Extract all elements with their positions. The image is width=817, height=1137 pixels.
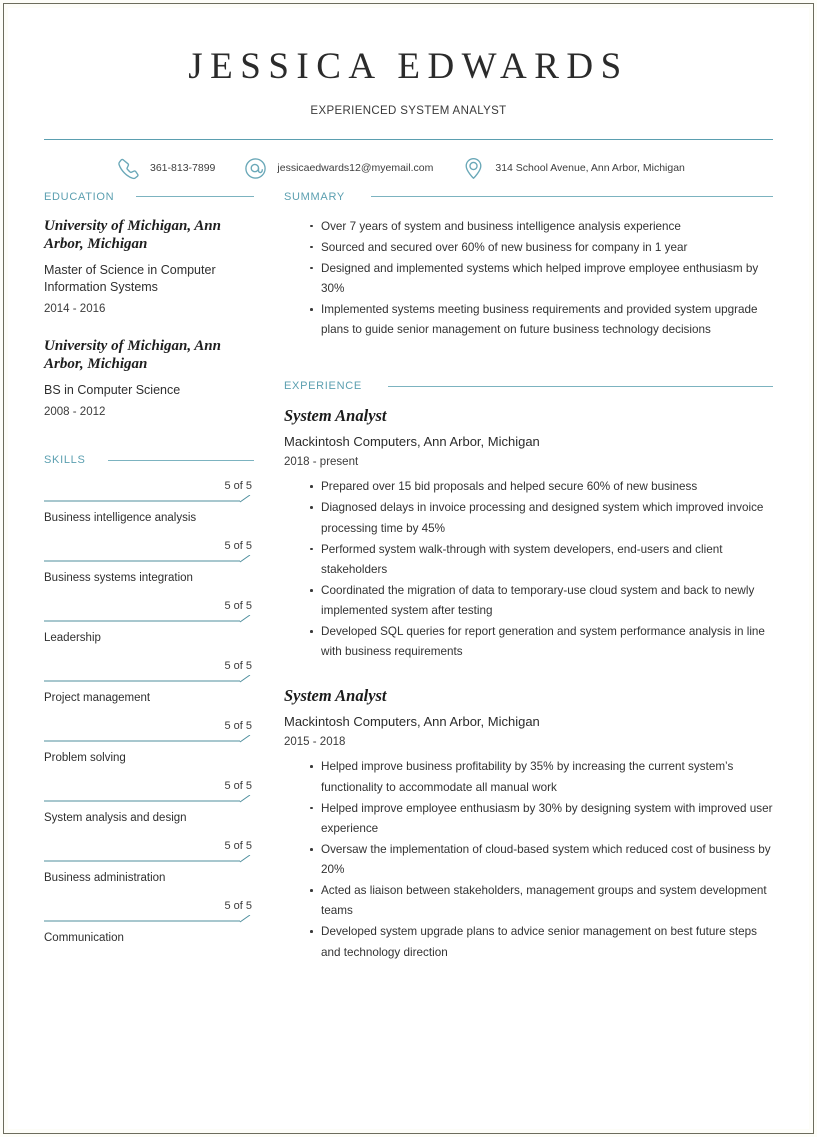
summary-label: SUMMARY	[284, 190, 345, 203]
left-column	[44, 191, 276, 961]
experience-role: System Analyst	[284, 686, 387, 706]
education-section-header	[44, 191, 254, 203]
education-entry	[44, 337, 254, 418]
skill-bar	[44, 795, 254, 805]
experience-bullet: Oversaw the implementation of cloud-based system which reduced cost of business by 20%	[310, 840, 773, 880]
experience-bullet: Acted as liaison between stakeholders, management groups and system development teams	[310, 881, 773, 921]
candidate-name: JESSICA EDWARDS	[188, 46, 629, 87]
contact-phone[interactable]	[116, 156, 215, 181]
skill-rating: 5 of 5	[224, 600, 252, 613]
experience-list	[284, 406, 773, 962]
page-inner	[8, 8, 809, 1129]
experience-role: System Analyst	[284, 406, 387, 426]
summary-list	[284, 217, 773, 341]
skill-name: Business systems integration	[44, 572, 193, 585]
experience-bullet: Helped improve employee enthusiasm by 30% by designing system with improved user experience	[310, 799, 773, 839]
summary-section-header	[284, 191, 773, 203]
right-column	[276, 191, 773, 987]
resume-sheet	[8, 8, 809, 1129]
skill-name: Business intelligence analysis	[44, 512, 197, 525]
skill-bar	[44, 615, 254, 625]
skill-bar-graphic	[44, 855, 252, 865]
education-dates: 2008 - 2012	[44, 406, 106, 419]
skill-item	[44, 480, 254, 528]
skill-bar-graphic	[44, 735, 252, 745]
skill-rating: 5 of 5	[224, 660, 252, 673]
experience-label: EXPERIENCE	[284, 380, 362, 393]
skill-name: Problem solving	[44, 752, 126, 765]
skill-item	[44, 780, 254, 828]
education-rule	[136, 196, 254, 197]
skill-bar-graphic	[44, 555, 252, 565]
experience-bullets	[284, 757, 773, 962]
contact-email[interactable]	[243, 156, 433, 181]
at-sign-icon	[243, 156, 268, 181]
skill-bar-graphic	[44, 495, 252, 505]
summary-bullet: Sourced and secured over 60% of new business for company in 1 year	[310, 238, 773, 258]
experience-bullet: Developed system upgrade plans to advice senior management on best future steps and technology direction	[310, 922, 773, 962]
skill-bar-graphic	[44, 615, 252, 625]
resume-header	[8, 8, 809, 117]
experience-rule	[388, 386, 773, 387]
experience-section	[284, 380, 773, 962]
summary-bullet: Over 7 years of system and business intelligence analysis experience	[310, 217, 773, 237]
experience-bullet: Prepared over 15 bid proposals and helped secure 60% of new business	[310, 477, 773, 497]
experience-dates: 2015 - 2018	[284, 736, 346, 749]
experience-company: Mackintosh Computers, Ann Arbor, Michigan	[284, 434, 540, 450]
skill-bar	[44, 855, 254, 865]
experience-bullet: Performed system walk-through with system developers, end-users and client stakeholders	[310, 540, 773, 580]
skill-rating: 5 of 5	[224, 840, 252, 853]
skill-bar	[44, 555, 254, 565]
candidate-job-title: EXPERIENCED SYSTEM ANALYST	[310, 104, 507, 117]
education-list	[44, 217, 254, 419]
skill-rating: 5 of 5	[224, 480, 252, 493]
education-school: University of Michigan, Ann Arbor, Michigan	[44, 337, 221, 373]
experience-dates: 2018 - present	[284, 456, 359, 469]
skill-bar	[44, 495, 254, 505]
skills-section-header	[44, 454, 254, 466]
skills-section	[44, 454, 254, 948]
skill-item	[44, 540, 254, 588]
contact-address	[461, 156, 685, 181]
summary-bullet: Designed and implemented systems which helped improve employee enthusiasm by 30%	[310, 259, 773, 299]
resume-body	[8, 191, 809, 987]
education-label: EDUCATION	[44, 190, 115, 203]
skill-name: Communication	[44, 932, 124, 945]
experience-section-header	[284, 380, 773, 392]
skill-item	[44, 720, 254, 768]
summary-bullet: Implemented systems meeting business requirements and provided system upgrade plans to guide senior management on future business technology decisions	[310, 300, 773, 340]
experience-bullets	[284, 477, 773, 662]
skills-label: SKILLS	[44, 454, 86, 467]
skills-rule	[108, 460, 254, 461]
contact-phone-text: 361-813-7899	[150, 162, 216, 175]
skill-name: Leadership	[44, 632, 101, 645]
contact-row	[116, 140, 809, 191]
experience-bullet: Developed SQL queries for report generation and system performance analysis in line with business requirements	[310, 622, 773, 662]
education-dates: 2014 - 2016	[44, 302, 106, 315]
contact-address-text: 314 School Avenue, Ann Arbor, Michigan	[495, 162, 685, 175]
skill-item	[44, 840, 254, 888]
skills-list	[44, 480, 254, 948]
summary-section	[284, 191, 773, 341]
experience-bullet: Diagnosed delays in invoice processing and designed system which improved invoice processing time by 45%	[310, 498, 773, 538]
skill-item	[44, 600, 254, 648]
skill-rating: 5 of 5	[224, 540, 252, 553]
education-degree: Master of Science in Computer Information Systems	[44, 263, 216, 295]
skill-rating: 5 of 5	[224, 780, 252, 793]
skill-bar-graphic	[44, 795, 252, 805]
education-degree: BS in Computer Science	[44, 383, 181, 398]
skill-name: System analysis and design	[44, 812, 187, 825]
skill-bar	[44, 915, 254, 925]
phone-icon	[116, 156, 141, 181]
skill-name: Project management	[44, 692, 151, 705]
map-pin-icon	[461, 156, 486, 181]
skill-bar-graphic	[44, 915, 252, 925]
skill-item	[44, 900, 254, 948]
experience-entry	[284, 686, 773, 962]
education-school: University of Michigan, Ann Arbor, Michigan	[44, 217, 221, 252]
skill-bar	[44, 675, 254, 685]
experience-entry	[284, 406, 773, 662]
experience-company: Mackintosh Computers, Ann Arbor, Michigan	[284, 714, 540, 730]
summary-rule	[371, 196, 773, 197]
skill-item	[44, 660, 254, 708]
skill-rating: 5 of 5	[224, 720, 252, 733]
skill-name: Business administration	[44, 872, 166, 885]
experience-bullet: Coordinated the migration of data to temporary-use cloud system and back to newly implemented system after testing	[310, 581, 773, 621]
education-entry	[44, 217, 254, 315]
contact-email-text: jessicaedwards12@myemail.com	[277, 162, 434, 175]
skill-bar-graphic	[44, 675, 252, 685]
skill-rating: 5 of 5	[224, 900, 252, 913]
skill-bar	[44, 735, 254, 745]
experience-bullet: Helped improve business profitability by 35% by increasing the current system’s functionality to accommodate all manual work	[310, 757, 773, 797]
